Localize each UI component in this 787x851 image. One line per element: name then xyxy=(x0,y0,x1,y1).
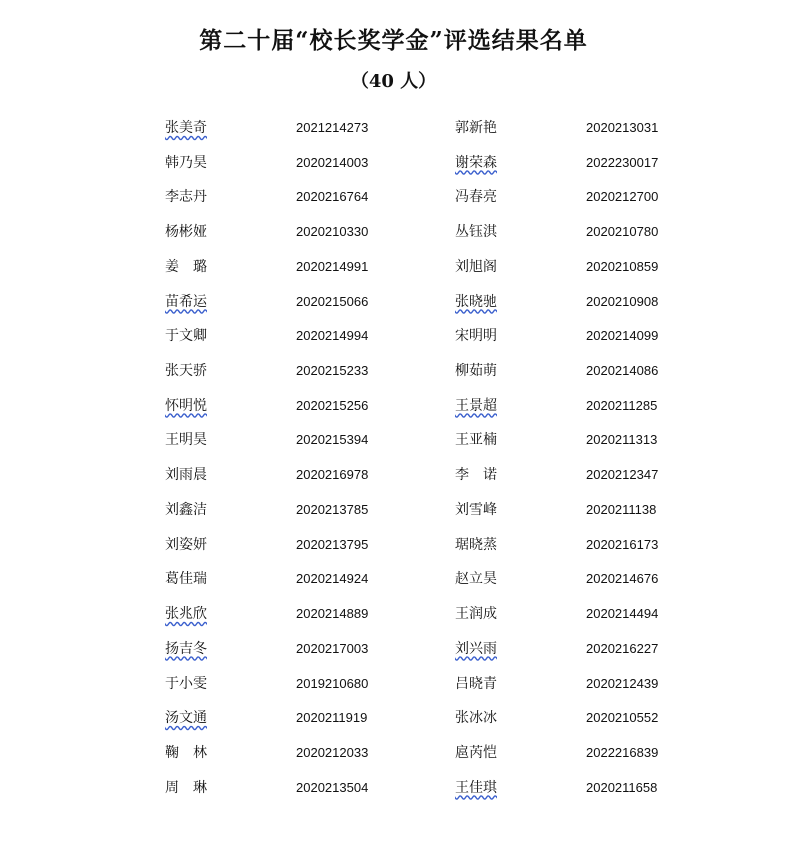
student-id: 2020214924 xyxy=(296,571,369,587)
student-id: 2020214991 xyxy=(296,258,369,274)
student-id: 2020214099 xyxy=(586,328,659,344)
student-name: 琚晓蒸 xyxy=(455,536,497,553)
student-name: 刘姿妍 xyxy=(165,536,207,553)
student-id: 2020211285 xyxy=(586,397,658,413)
student-id: 2020213504 xyxy=(296,779,369,795)
student-id: 2020215066 xyxy=(296,293,369,309)
list-row xyxy=(0,597,787,632)
student-id: 2020213795 xyxy=(296,536,369,552)
list-row xyxy=(0,389,787,424)
student-id: 2020216764 xyxy=(296,189,369,205)
student-name: 李志丹 xyxy=(165,189,207,206)
student-id: 2020214086 xyxy=(586,363,659,379)
list-row xyxy=(0,111,787,146)
student-name: 王景超 xyxy=(455,397,497,414)
list-row xyxy=(0,319,787,354)
student-name: 刘兴雨 xyxy=(455,640,497,657)
student-name: 苗希运 xyxy=(165,293,207,310)
student-id: 2020214003 xyxy=(296,154,369,170)
student-name: 刘旭阁 xyxy=(455,258,497,275)
student-id: 2020215233 xyxy=(296,363,369,379)
list-row xyxy=(0,736,787,771)
student-name: 于文卿 xyxy=(165,328,207,345)
student-id: 2020211138 xyxy=(586,501,657,517)
student-id: 2020213785 xyxy=(296,501,369,517)
student-name: 扬吉冬 xyxy=(165,640,207,657)
student-id: 2020211658 xyxy=(586,779,658,795)
student-name: 王明昊 xyxy=(165,432,207,449)
student-id: 2020214676 xyxy=(586,571,659,587)
list-row xyxy=(0,562,787,597)
student-id: 2020213031 xyxy=(586,120,659,135)
student-id: 2020212033 xyxy=(296,744,369,760)
student-id: 2020212347 xyxy=(586,467,659,483)
list-row xyxy=(0,215,787,250)
student-id: 2020216173 xyxy=(586,536,659,552)
student-name: 吕晓青 xyxy=(455,675,497,692)
student-id: 2019210680 xyxy=(296,675,369,691)
student-name: 张美奇 xyxy=(165,120,207,136)
student-name: 张天骄 xyxy=(165,363,207,380)
student-id: 2020212700 xyxy=(586,189,659,205)
student-name: 宋明明 xyxy=(455,328,497,345)
list-row xyxy=(0,180,787,215)
student-name: 张冰冰 xyxy=(455,710,497,727)
list-row xyxy=(0,632,787,667)
student-id: 2020215394 xyxy=(296,432,369,448)
student-id: 2020215256 xyxy=(296,397,369,413)
list-row xyxy=(0,354,787,389)
student-name: 刘雪峰 xyxy=(455,501,497,518)
student-name: 郭新艳 xyxy=(455,120,497,136)
list-row xyxy=(0,285,787,320)
student-id: 2020211919 xyxy=(296,710,368,726)
student-name: 王润成 xyxy=(455,606,497,623)
student-name: 姜 璐 xyxy=(165,258,207,275)
student-name: 周 琳 xyxy=(165,779,207,796)
student-id: 2020210780 xyxy=(586,224,659,240)
list-row xyxy=(0,458,787,493)
student-id: 2021214273 xyxy=(296,120,369,135)
student-name: 张兆欣 xyxy=(165,606,207,623)
list-row xyxy=(0,528,787,563)
student-id: 2022216839 xyxy=(586,744,659,760)
student-name: 李 诺 xyxy=(455,467,497,484)
winner-list xyxy=(0,111,787,805)
student-name: 鞠 林 xyxy=(165,744,207,761)
student-id: 2020214494 xyxy=(586,606,659,622)
student-name: 扈芮恺 xyxy=(455,744,497,761)
student-name: 丛钰淇 xyxy=(455,224,497,241)
list-row xyxy=(0,493,787,528)
student-id: 2022230017 xyxy=(586,154,659,170)
student-name: 赵立昊 xyxy=(455,571,497,588)
student-name: 汤文通 xyxy=(165,710,207,727)
student-name: 张晓驰 xyxy=(455,293,497,310)
list-row xyxy=(0,250,787,285)
student-name: 葛佳瑞 xyxy=(165,571,207,588)
student-id: 2020217003 xyxy=(296,640,369,656)
student-id: 2020211313 xyxy=(586,432,658,448)
list-row xyxy=(0,771,787,806)
student-id: 2020210859 xyxy=(586,258,659,274)
student-id: 2020210552 xyxy=(586,710,659,726)
student-name: 刘雨晨 xyxy=(165,467,207,484)
student-name: 冯春亮 xyxy=(455,189,497,206)
list-row xyxy=(0,146,787,181)
student-name: 于小雯 xyxy=(165,675,207,692)
student-id: 2020216227 xyxy=(586,640,659,656)
student-id: 2020210330 xyxy=(296,224,369,240)
student-name: 柳茹萌 xyxy=(455,363,497,380)
student-name: 谢荣森 xyxy=(455,154,497,171)
student-name: 怀明悦 xyxy=(165,397,207,414)
document-title: 第二十届“校长奖学金”评选结果名单 xyxy=(199,27,588,54)
student-id: 2020212439 xyxy=(586,675,659,691)
document-subtitle: （40 人） xyxy=(350,71,437,92)
list-row xyxy=(0,701,787,736)
student-id: 2020214994 xyxy=(296,328,369,344)
student-name: 王亚楠 xyxy=(455,432,497,449)
list-row xyxy=(0,667,787,702)
student-id: 2020210908 xyxy=(586,293,659,309)
student-id: 2020214889 xyxy=(296,606,369,622)
list-row xyxy=(0,423,787,458)
student-name: 韩乃昊 xyxy=(165,154,207,171)
student-name: 刘鑫洁 xyxy=(165,501,207,518)
student-name: 杨彬娅 xyxy=(165,224,207,241)
student-id: 2020216978 xyxy=(296,467,369,483)
student-name: 王佳琪 xyxy=(455,779,497,796)
